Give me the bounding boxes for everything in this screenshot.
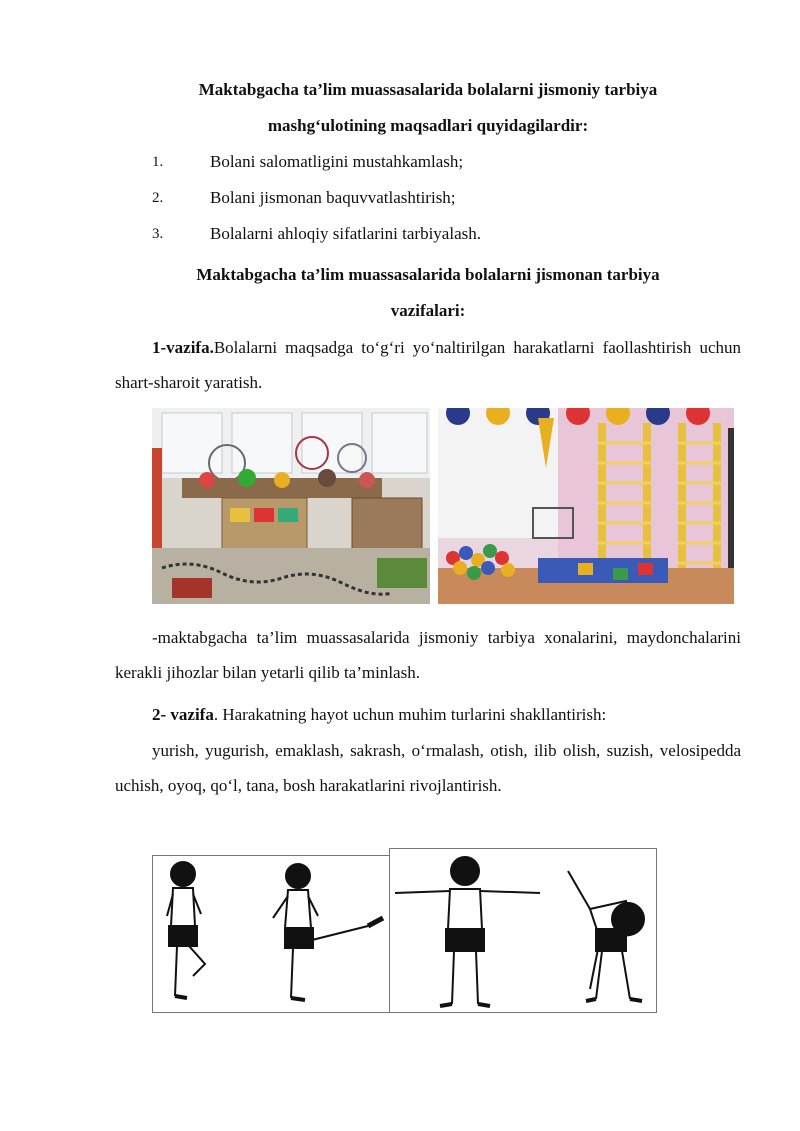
kindergarten-sport-room-photo [152, 408, 430, 604]
list-number: 2. [152, 190, 164, 206]
list-text: Bolalarni ahloqiy sifatlarini tarbiyalash. [210, 224, 481, 243]
heading-goals [115, 72, 741, 144]
gym-wall-bars-photo [438, 408, 734, 604]
task1-text: Bolalarni maqsadga to‘g‘ri yo‘naltirilgan harakatlarni faollashtirish uchun shart-sharoit yaratish. [115, 338, 741, 392]
heading-tasks [115, 257, 741, 329]
exercise-illustration-right [389, 848, 657, 1013]
list-item [115, 219, 741, 249]
exercise-illustration-left [152, 855, 390, 1013]
task1-paragraph [115, 330, 741, 400]
task2-paragraph [115, 697, 741, 732]
list-item [115, 147, 741, 177]
heading-tasks-line2: vazifalari: [390, 301, 466, 320]
heading-goals-line1: Maktabgacha ta’lim muassasalarida bolalarni jismoniy tarbiya [198, 80, 658, 99]
list-item [115, 183, 741, 213]
task1-note: -maktabgacha ta’lim muassasalarida jismoniy tarbiya xonalarini, maydonchalarini kerakli jihozlar bilan yetarli qilib ta’minlash. [115, 628, 741, 682]
task2-text: . Harakatning hayot uchun muhim turlarini shakllantirish: [213, 705, 607, 724]
task1-label: 1-vazifa. [152, 338, 214, 357]
list-number: 1. [152, 154, 164, 170]
heading-tasks-line1: Maktabgacha ta’lim muassasalarida bolalarni jismonan tarbiya [196, 265, 660, 284]
list-text: Bolani jismonan baquvvatlashtirish; [210, 188, 456, 207]
task2-label: 2- vazifa [152, 705, 214, 724]
task2-movement-list: yurish, yugurish, emaklash, sakrash, o‘rmalash, otish, ilib olish, suzish, velosipedda uchish, oyoq, qo‘l, tana, bosh harakatlarini rivojlantirish. [115, 741, 741, 795]
list-number: 3. [152, 226, 164, 242]
list-text: Bolani salomatligini mustahkamlash; [210, 152, 464, 171]
heading-goals-line2: mashg‘ulotining maqsadlari quyidagilardir: [267, 116, 589, 135]
